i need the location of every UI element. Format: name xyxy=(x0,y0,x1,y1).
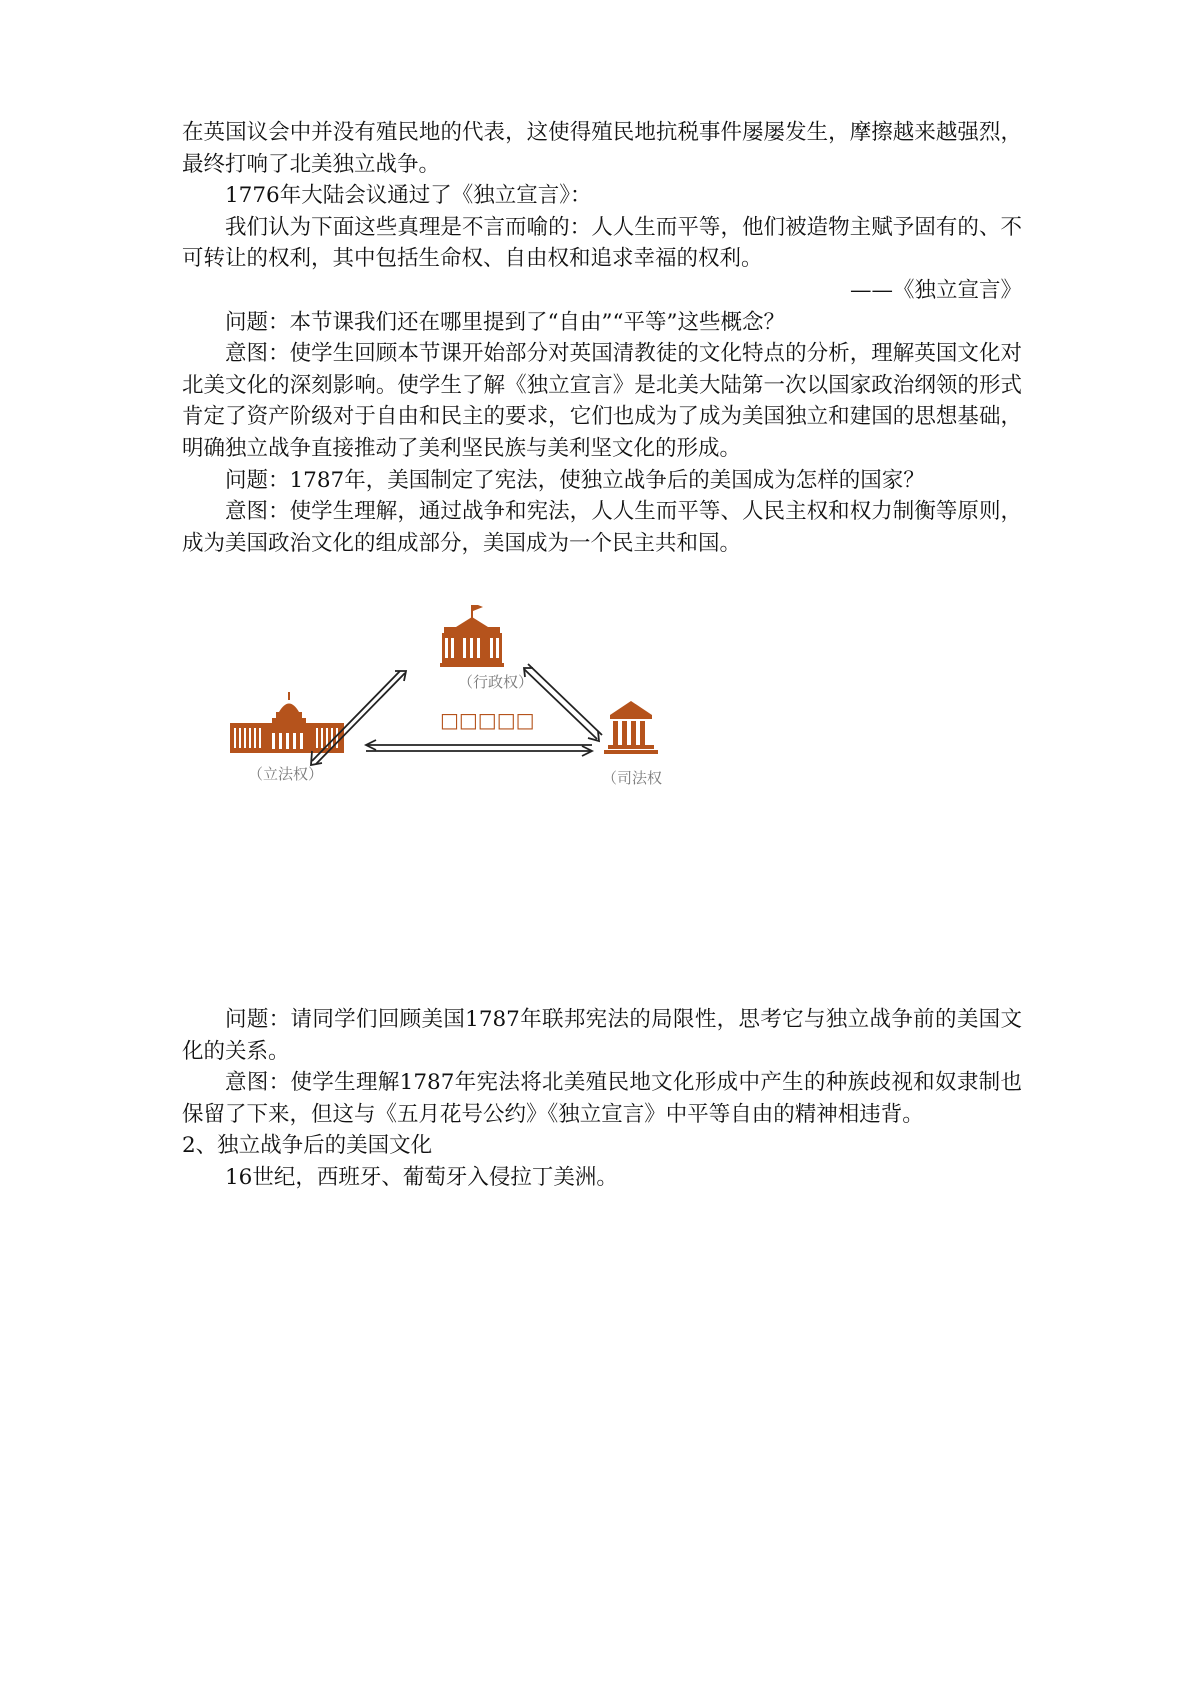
intent-paragraph: 意图：使学生回顾本节课开始部分对英国清教徒的文化特点的分析，理解英国文化对北美文化的深刻影响。使学生了解《独立宣言》是北美大陆第一次以国家政治纲领的形式肯定了资产阶级对于自由和民主的要求，它们也成为了成为美国独立和建国的思想基础，明确独立战争直接推动了美利坚民族与美利坚文化的形成。 xyxy=(182,341,1022,461)
separation-of-powers-diagram xyxy=(230,605,750,855)
question-paragraph: 问题：请同学们回顾美国1787年联邦宪法的局限性，思考它与独立战争前的美国文化的关系。 xyxy=(182,1007,1022,1064)
question-paragraph: 问题：本节课我们还在哪里提到了“自由”“平等”这些概念？ xyxy=(225,309,785,335)
text-block-upper xyxy=(182,117,1022,559)
executive-building-icon xyxy=(440,605,504,667)
section-heading: 2、独立战争后的美国文化 xyxy=(182,1133,433,1159)
judicial-building-icon xyxy=(604,701,658,754)
question-paragraph: 问题：1787年，美国制定了宪法，使独立战争后的美国成为怎样的国家？ xyxy=(225,467,925,493)
executive-label: （行政权） xyxy=(458,673,534,691)
legislative-label: （立法权） xyxy=(248,765,324,783)
text-block-lower xyxy=(182,1004,1022,1194)
paragraph: 16世纪，西班牙、葡萄牙入侵拉丁美洲。 xyxy=(225,1164,618,1190)
diagram-center-text: □□□□□ xyxy=(440,708,535,732)
paragraph: 1776年大陆会议通过了《独立宣言》： xyxy=(225,183,592,209)
intent-paragraph: 意图：使学生理解1787年宪法将北美殖民地文化形成中产生的种族歧视和奴隶制也保留了下来，但这与《五月花号公约》《独立宣言》中平等自由的精神相违背。 xyxy=(182,1070,1022,1127)
intent-paragraph: 意图：使学生理解，通过战争和宪法，人人生而平等、人民主权和权力制衡等原则，成为美国政治文化的组成部分，美国成为一个民主共和国。 xyxy=(182,499,1022,556)
double-arrow-icon xyxy=(524,664,602,741)
quote-source: ——《独立宣言》 xyxy=(849,277,1022,303)
quote-paragraph: 我们认为下面这些真理是不言而喻的：人人生而平等，他们被造物主赋予固有的、不可转让的权利，其中包括生命权、自由权和追求幸福的权利。 xyxy=(182,214,1022,272)
paragraph: 在英国议会中并没有殖民地的代表，这使得殖民地抗税事件屡屡发生，摩擦越来越强烈，最终打响了北美独立战争。 xyxy=(182,120,1022,177)
diagram-svg xyxy=(230,605,750,855)
double-arrow-icon xyxy=(366,740,592,756)
judicial-label: （司法权 xyxy=(602,769,663,787)
legislative-building-icon xyxy=(230,692,344,753)
